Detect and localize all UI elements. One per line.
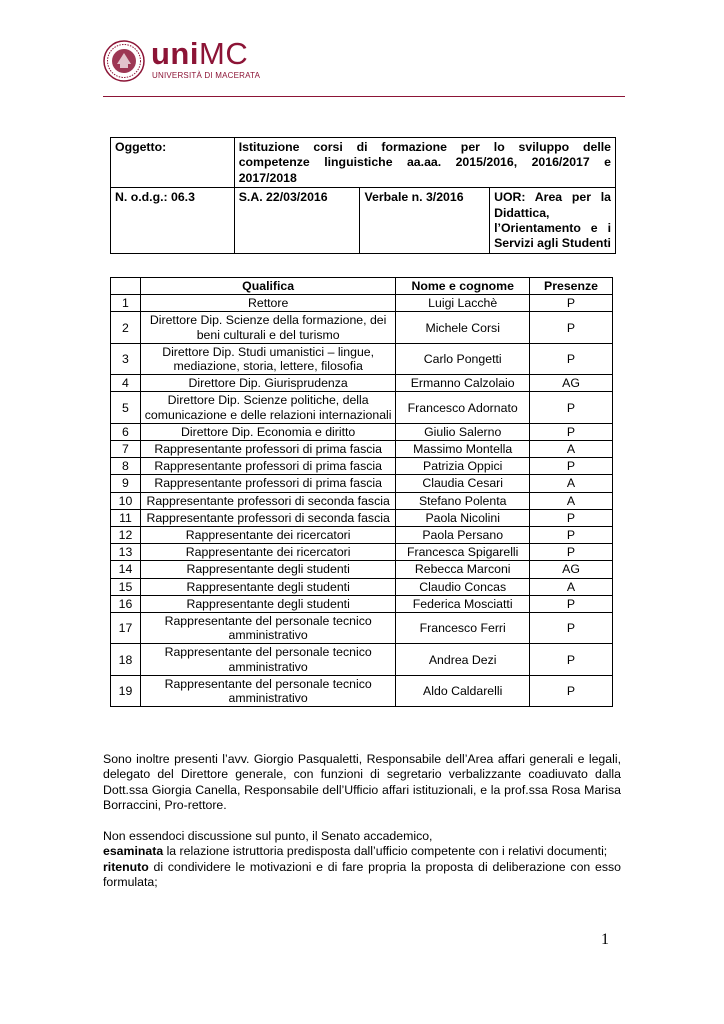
row-nome: Luigi Lacchè	[396, 295, 530, 312]
table-row	[111, 613, 613, 644]
row-nome: Michele Corsi	[396, 312, 530, 343]
university-seal-icon	[103, 40, 145, 82]
oggetto-label: Oggetto:	[111, 138, 235, 188]
row-number: 14	[111, 561, 141, 578]
row-number: 1	[111, 295, 141, 312]
header-divider	[103, 96, 625, 97]
table-row	[111, 492, 613, 509]
row-qualifica: Rappresentante professori di prima fascia	[140, 458, 395, 475]
row-presenza: A	[530, 441, 613, 458]
row-presenza: P	[530, 343, 613, 374]
ritenuto-label: ritenuto	[103, 859, 149, 874]
row-nome: Federica Mosciatti	[396, 595, 530, 612]
row-presenza: P	[530, 644, 613, 675]
row-nome: Francesco Ferri	[396, 613, 530, 644]
row-nome: Paola Persano	[396, 527, 530, 544]
row-qualifica: Rappresentante degli studenti	[140, 561, 395, 578]
row-presenza: P	[530, 509, 613, 526]
esaminata-clause	[103, 844, 621, 859]
table-row	[111, 458, 613, 475]
row-presenza: P	[530, 595, 613, 612]
row-presenza: AG	[530, 561, 613, 578]
table-row	[111, 343, 613, 374]
row-nome: Claudia Cesari	[396, 475, 530, 492]
row-qualifica: Rappresentante professori di seconda fascia	[140, 492, 395, 509]
row-number: 8	[111, 458, 141, 475]
row-qualifica: Rappresentante degli studenti	[140, 578, 395, 595]
row-presenza: P	[530, 312, 613, 343]
row-number: 3	[111, 343, 141, 374]
table-row	[111, 423, 613, 440]
row-number: 4	[111, 375, 141, 392]
document-header-table	[110, 137, 616, 254]
oggetto-text: Istituzione corsi di formazione per lo sviluppo delle competenze linguistiche aa.aa. 2015/2016, 2016/2017 e 2017/2018	[234, 138, 615, 188]
row-qualifica: Rappresentante professori di prima fascia	[140, 441, 395, 458]
row-number: 9	[111, 475, 141, 492]
row-nome: Andrea Dezi	[396, 644, 530, 675]
column-header-qualifica: Qualifica	[140, 278, 395, 295]
row-nome: Carlo Pongetti	[396, 343, 530, 374]
row-qualifica: Direttore Dip. Giurisprudenza	[140, 375, 395, 392]
row-presenza: A	[530, 492, 613, 509]
table-row	[111, 441, 613, 458]
table-row	[111, 392, 613, 423]
row-nome: Claudio Concas	[396, 578, 530, 595]
row-presenza: P	[530, 544, 613, 561]
esaminata-text: la relazione istruttoria predisposta dall’ufficio competente con i relativi documenti;	[163, 844, 608, 859]
page-number: 1	[601, 931, 609, 948]
row-qualifica: Rappresentante dei ricercatori	[140, 544, 395, 561]
table-row	[111, 544, 613, 561]
row-qualifica: Direttore Dip. Scienze politiche, della comunicazione e delle relazioni internazionali	[140, 392, 395, 423]
row-number: 6	[111, 423, 141, 440]
row-nome: Francesca Spigarelli	[396, 544, 530, 561]
row-qualifica: Direttore Dip. Studi umanistici – lingue, mediazione, storia, lettere, filosofia	[140, 343, 395, 374]
column-header-nome: Nome e cognome	[396, 278, 530, 295]
row-number: 2	[111, 312, 141, 343]
intro-line: Non essendoci discussione sul punto, il Senato accademico,	[103, 829, 433, 843]
row-number: 12	[111, 527, 141, 544]
row-nome: Massimo Montella	[396, 441, 530, 458]
row-qualifica: Rappresentante professori di prima fascia	[140, 475, 395, 492]
row-presenza: P	[530, 613, 613, 644]
table-row	[111, 675, 613, 706]
table-row	[111, 644, 613, 675]
uor-text: UOR: Area per la Didattica, l’Orientamento e i Servizi agli Studenti	[490, 188, 616, 254]
row-number: 19	[111, 675, 141, 706]
column-header-number	[111, 278, 141, 295]
row-number: 7	[111, 441, 141, 458]
table-row	[111, 375, 613, 392]
row-qualifica: Direttore Dip. Scienze della formazione, dei beni culturali e del turismo	[140, 312, 395, 343]
row-number: 10	[111, 492, 141, 509]
row-qualifica: Rappresentante del personale tecnico amministrativo	[140, 613, 395, 644]
brand-subtitle: UNIVERSITÀ DI MACERATA	[152, 71, 261, 80]
row-presenza: P	[530, 458, 613, 475]
row-presenza: P	[530, 295, 613, 312]
row-number: 13	[111, 544, 141, 561]
row-nome: Ermanno Calzolaio	[396, 375, 530, 392]
row-nome: Francesco Adornato	[396, 392, 530, 423]
row-nome: Paola Nicolini	[396, 509, 530, 526]
row-nome: Aldo Caldarelli	[396, 675, 530, 706]
row-qualifica: Rappresentante degli studenti	[140, 595, 395, 612]
row-presenza: P	[530, 675, 613, 706]
table-row	[111, 475, 613, 492]
session-date: S.A. 22/03/2016	[234, 188, 360, 254]
row-nome: Patrizia Oppici	[396, 458, 530, 475]
row-qualifica: Rappresentante dei ricercatori	[140, 527, 395, 544]
row-presenza: A	[530, 578, 613, 595]
row-presenza: A	[530, 475, 613, 492]
row-nome: Giulio Salerno	[396, 423, 530, 440]
table-row	[111, 561, 613, 578]
row-presenza: AG	[530, 375, 613, 392]
row-nome: Stefano Polenta	[396, 492, 530, 509]
table-row	[111, 295, 613, 312]
row-presenza: P	[530, 392, 613, 423]
row-qualifica: Rappresentante professori di seconda fascia	[140, 509, 395, 526]
attendees-paragraph: Sono inoltre presenti l’avv. Giorgio Pasqualetti, Responsabile dell’Area affari generali e legali, delegato del Direttore generale, con funzioni di segretario verbalizzante coadiuvato dalla Dott.ssa Giorgia Canella, Responsabile dell’Ufficio affari istituzionali, e la prof.ssa Rosa Marisa Borraccini, Pro-rettore.	[103, 752, 621, 812]
table-row	[111, 509, 613, 526]
row-qualifica: Rettore	[140, 295, 395, 312]
row-qualifica: Rappresentante del personale tecnico amministrativo	[140, 675, 395, 706]
deliberation-paragraph	[103, 829, 621, 890]
ritenuto-clause	[103, 860, 621, 891]
brand-wordmark: uniMC	[151, 36, 249, 71]
row-nome: Rebecca Marconi	[396, 561, 530, 578]
row-number: 17	[111, 613, 141, 644]
row-presenza: P	[530, 423, 613, 440]
verbale-number: Verbale n. 3/2016	[360, 188, 490, 254]
row-number: 15	[111, 578, 141, 595]
row-number: 16	[111, 595, 141, 612]
row-number: 5	[111, 392, 141, 423]
row-number: 18	[111, 644, 141, 675]
table-row	[111, 595, 613, 612]
odg-number: N. o.d.g.: 06.3	[111, 188, 235, 254]
column-header-presenze: Presenze	[530, 278, 613, 295]
row-qualifica: Direttore Dip. Economia e diritto	[140, 423, 395, 440]
row-number: 11	[111, 509, 141, 526]
table-row	[111, 527, 613, 544]
row-qualifica: Rappresentante del personale tecnico amministrativo	[140, 644, 395, 675]
university-logo	[103, 36, 303, 84]
table-row	[111, 578, 613, 595]
ritenuto-text: di condividere le motivazioni e di fare propria la proposta di deliberazione con esso formulata;	[103, 859, 621, 889]
table-row	[111, 312, 613, 343]
row-presenza: P	[530, 527, 613, 544]
esaminata-label: esaminata	[103, 844, 164, 859]
attendance-table	[110, 277, 613, 707]
